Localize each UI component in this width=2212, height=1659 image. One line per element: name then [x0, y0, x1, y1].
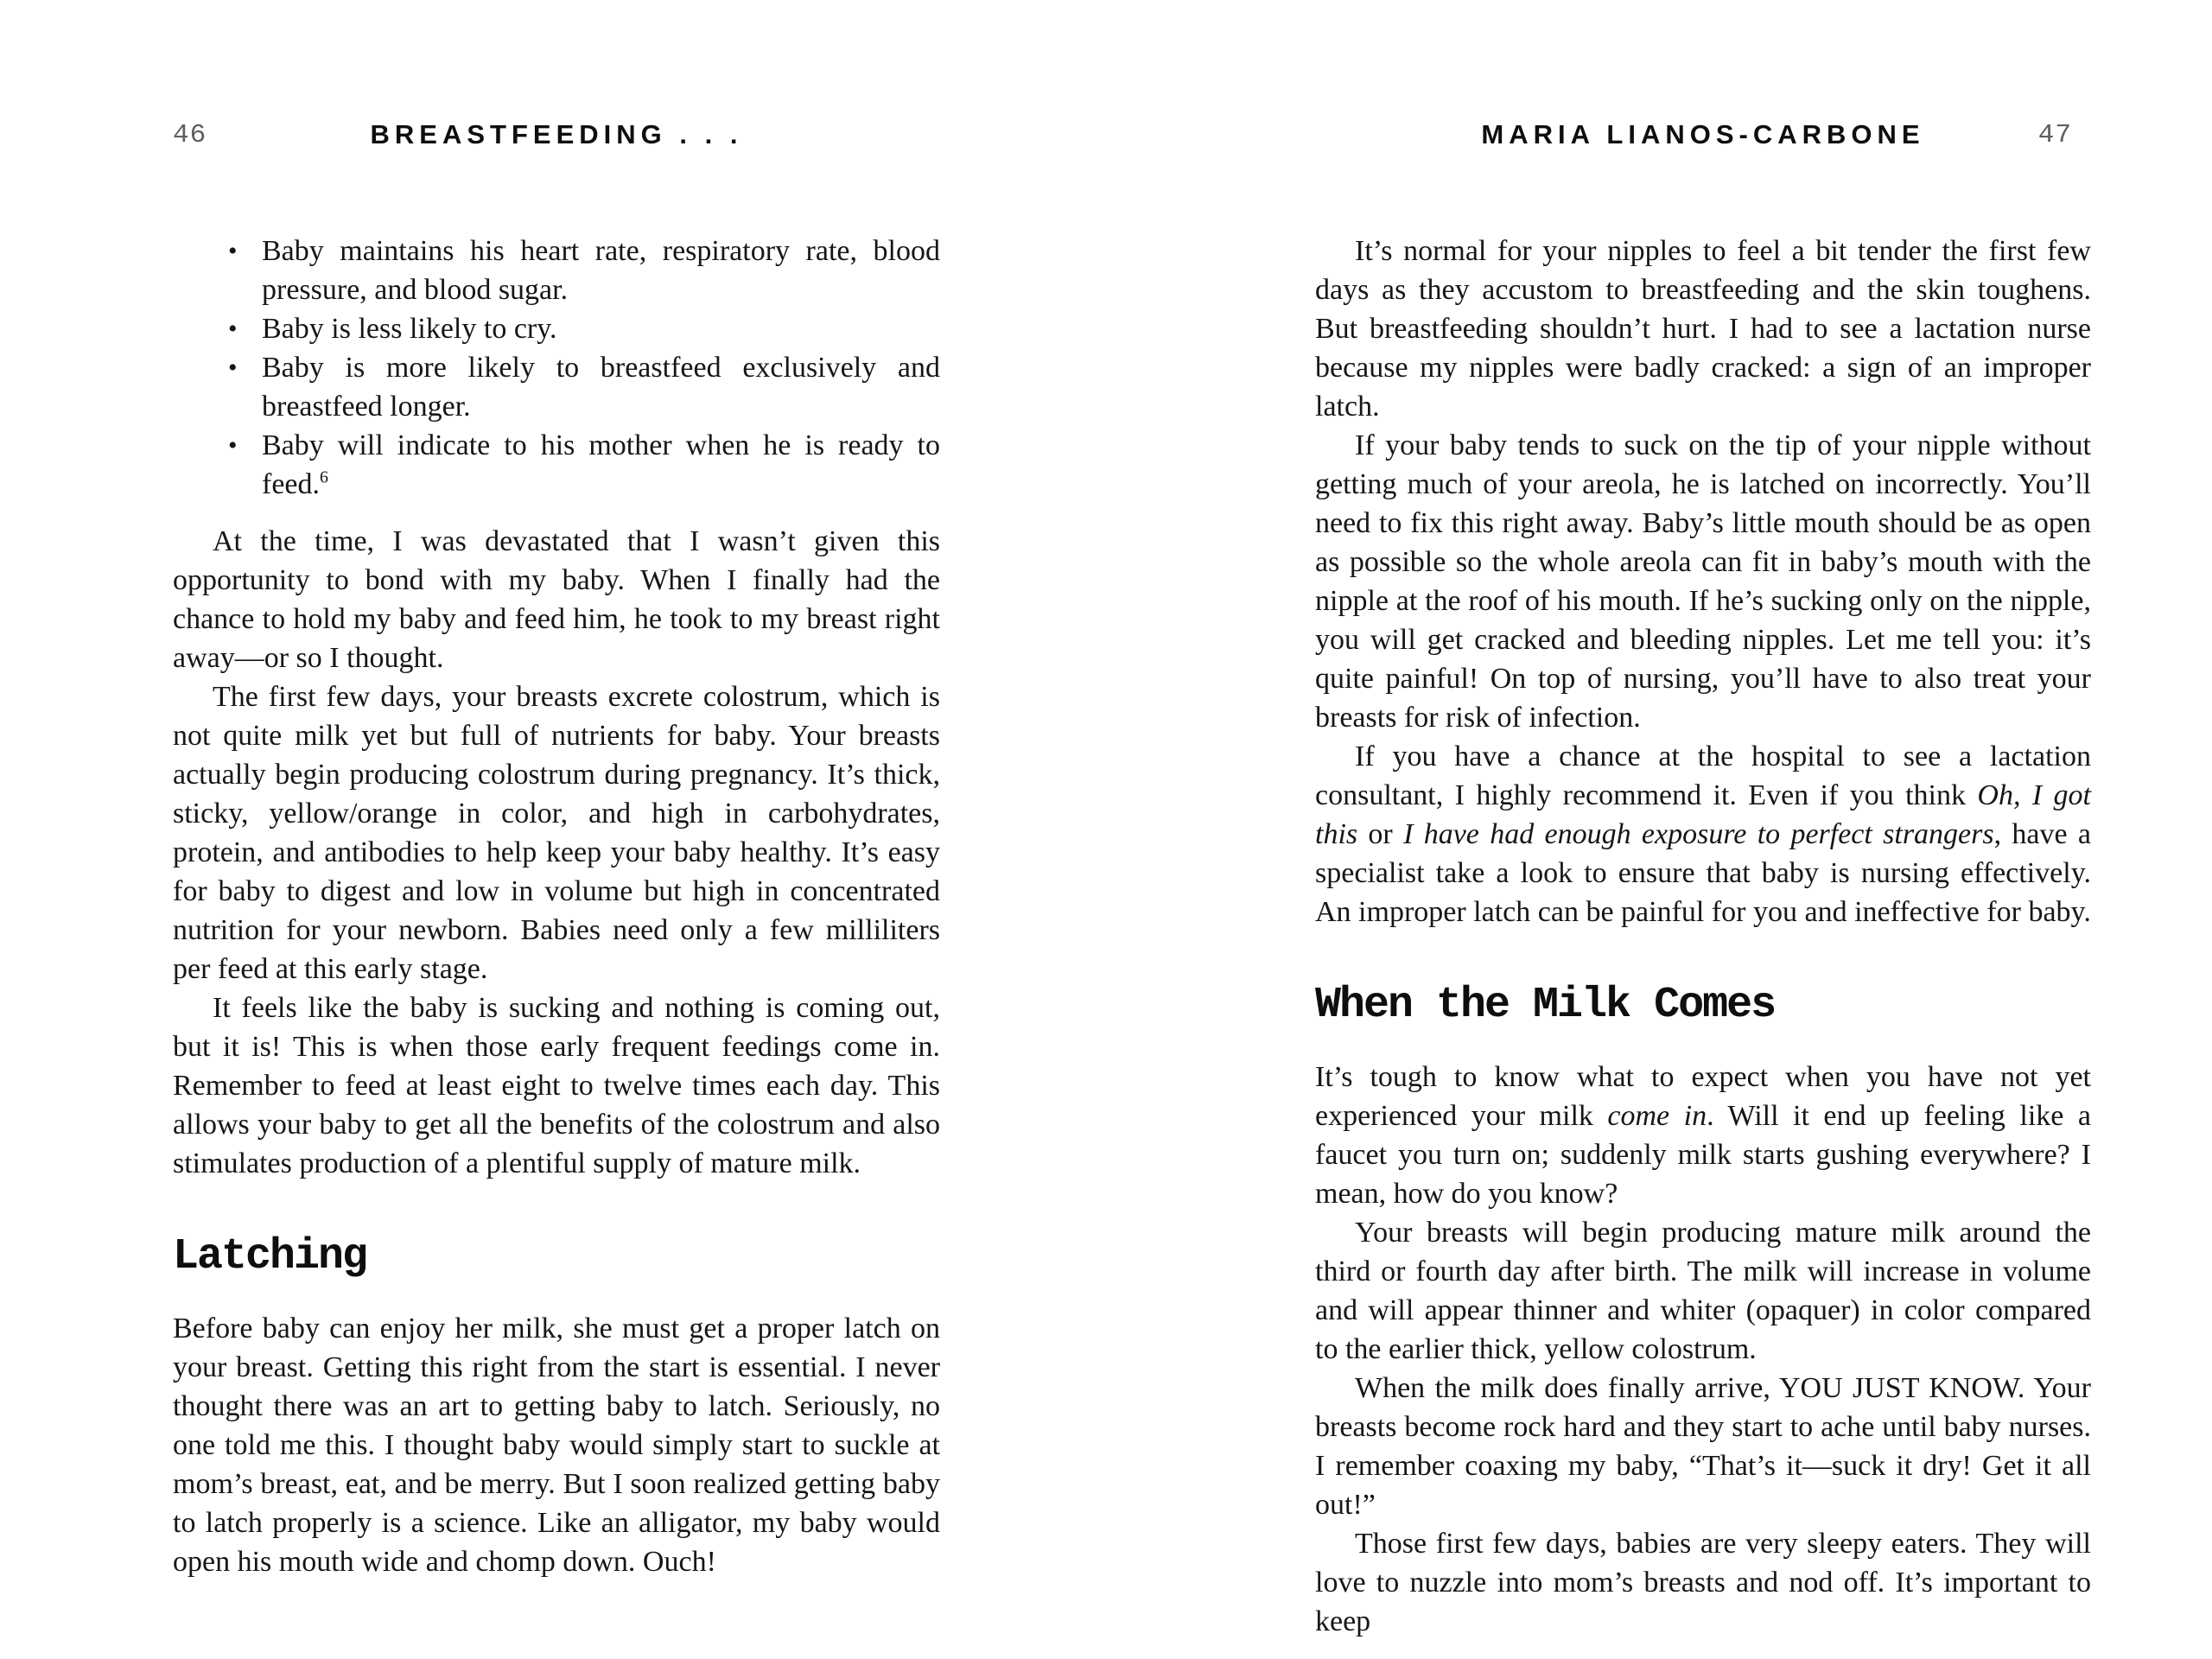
text-run: Baby is more likely to breastfeed exclusively and breastfeed longer. — [262, 352, 940, 423]
text-run: When the milk does finally arrive, YOU JUST KNOW. Your breasts become rock hard and they start to ache until baby nurses. I remember coaxing my baby, “That’s it—suck it dry! Get it all out!” — [1315, 1372, 2091, 1521]
paragraph — [173, 988, 940, 1183]
running-header-left: BREASTFEEDING . . . — [370, 119, 743, 149]
text-run: It’s tough to know what to expect when you have not yet experienced your milk — [1315, 1061, 2091, 1132]
footnote-marker: 6 — [320, 467, 329, 487]
text-run: If your baby tends to suck on the tip of your nipple without getting much of your areola, he is latched on incorrectly. You’ll need to fix this right away. Baby’s little mouth should be as open as possible so the whole areola can fit in baby’s mouth with the nipple at the roof of his mouth. If he’s sucking only on the nipple, you will get cracked and bleeding nipples. Let me tell you: it’s quite painful! On top of nursing, you’ll have to also treat your breasts for risk of infection. — [1315, 429, 2091, 734]
paragraph — [1315, 1213, 2091, 1369]
text-run: Baby will indicate to his mother when he is ready to feed. — [262, 429, 940, 500]
section-heading: Latching — [173, 1232, 367, 1281]
page-header-right — [1315, 119, 2091, 154]
text-run: Your breasts will begin producing mature milk around the third or fourth day after birth. The milk will increase in volume and will appear thinner and whiter (opaquer) in color compared to the earlier thick, yellow colostrum. — [1315, 1217, 2091, 1365]
text-run: . Will it end up feeling like a faucet you turn on; suddenly milk starts gushing everywhere? I mean, how do you know? — [1315, 1100, 2091, 1210]
text-run: I have had enough exposure to perfect strangers — [1403, 818, 1994, 850]
bullet-list — [173, 232, 940, 504]
page-header-left — [173, 119, 940, 154]
paragraph — [173, 1309, 940, 1581]
page-right — [1315, 0, 2091, 1659]
bullet-item — [173, 426, 940, 504]
text-run: Baby is less likely to cry. — [262, 313, 557, 345]
bullet-item — [173, 309, 940, 348]
paragraph — [1315, 1524, 2091, 1641]
paragraph — [173, 522, 940, 677]
text-run: The first few days, your breasts excrete colostrum, which is not quite milk yet but full of nutrients for baby. Your breasts actually begin producing colostrum during pregnancy. It’s thick, sticky, yellow/orange in color, and high in carbohydrates, protein, and antibodies to help keep your baby healthy. It’s easy for baby to digest and low in volume but high in concentrated nutrition for your newborn. Babies need only a few milliliters per feed at this early stage. — [173, 681, 940, 985]
bullet-item — [173, 348, 940, 426]
text-run: , have a specialist take a look to ensure that baby is nursing effectively. An improper latch can be painful for you and ineffective for baby. — [1315, 818, 2092, 928]
paragraph — [1315, 1369, 2091, 1524]
text-run: or — [1357, 818, 1404, 850]
text-run: Oh, I got this — [1315, 779, 2091, 850]
page-number-left: 46 — [173, 120, 207, 150]
text-run: Baby maintains his heart rate, respiratory rate, blood pressure, and blood sugar. — [262, 235, 940, 306]
text-run: come in — [1607, 1100, 1707, 1132]
page-number-right: 47 — [2037, 120, 2072, 150]
running-header-right: MARIA LIANOS-CARBONE — [1481, 119, 1925, 149]
text-run: It feels like the baby is sucking and nothing is coming out, but it is! This is when those early frequent feedings come in. Remember to feed at least eight to twelve times each day. This allows your baby to get all the benefits of the colostrum and also stimulates production of a plentiful supply of mature milk. — [173, 992, 940, 1179]
section-heading: When the Milk Comes — [1315, 981, 1776, 1030]
paragraph — [1315, 737, 2091, 931]
paragraph — [1315, 426, 2091, 737]
page-body-left — [173, 232, 940, 1581]
text-run: It’s normal for your nipples to feel a bit tender the first few days as they accustom to breastfeeding and the skin toughens. But breastfeeding shouldn’t hurt. I had to see a lactation nurse because my nipples were badly cracked: a sign of an improper latch. — [1315, 235, 2091, 423]
page-left — [173, 0, 940, 1659]
paragraph — [173, 677, 940, 988]
paragraph — [1315, 232, 2091, 426]
text-run: At the time, I was devastated that I wasn’t given this opportunity to bond with my baby. When I finally had the chance to hold my baby and feed him, he took to my breast right away—or so I thought. — [173, 525, 940, 674]
text-run: If you have a chance at the hospital to see a lactation consultant, I highly recommend it. Even if you think — [1315, 741, 2091, 811]
text-run: Those first few days, babies are very sleepy eaters. They will love to nuzzle into mom’s breasts and nod off. It’s important to keep — [1315, 1528, 2091, 1637]
bullet-item — [173, 232, 940, 309]
text-run: Before baby can enjoy her milk, she must get a proper latch on your breast. Getting this right from the start is essential. I never thought there was an art to getting baby to latch. Seriously, no one told me this. I thought baby would simply start to suckle at mom’s breast, eat, and be merry. But I soon realized getting baby to latch properly is a science. Like an alligator, my baby would open his mouth wide and chomp down. Ouch! — [173, 1313, 940, 1578]
paragraph — [1315, 1058, 2091, 1213]
page-body-right — [1315, 232, 2091, 1641]
